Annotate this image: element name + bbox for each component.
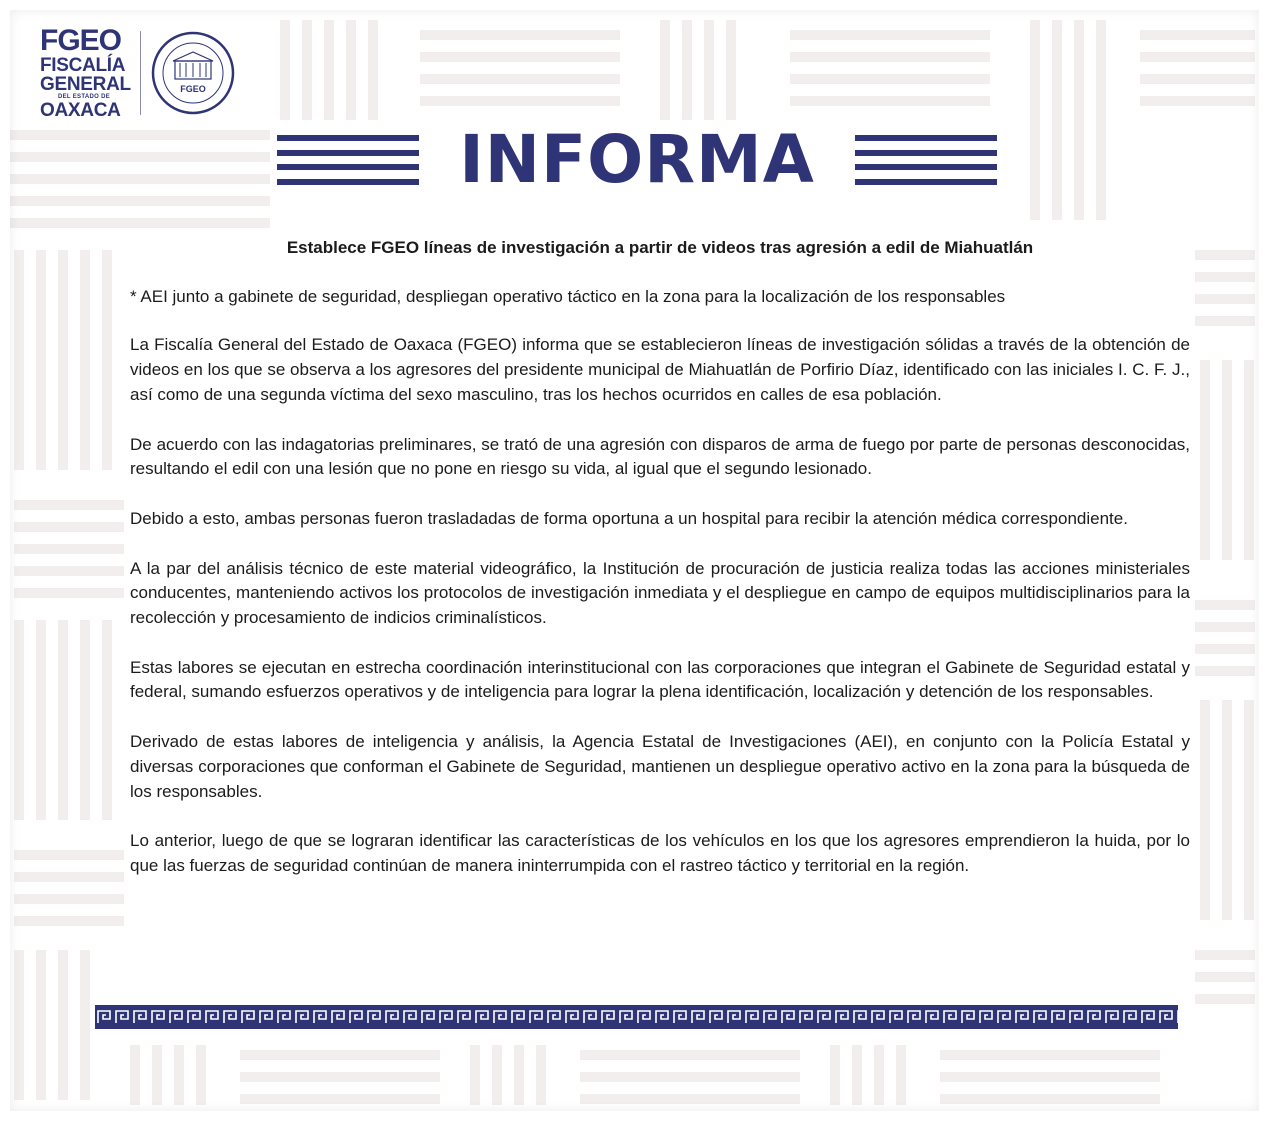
logo-divider bbox=[140, 31, 141, 115]
paragraph: A la par del análisis técnico de este material videográfico, la Institución de procuración de justicia realiza todas las acciones ministeriales conducentes, manteniendo activos los protocolos de investigación inmediata y el despliegue en campo de equipos multidisciplinarios para la recolección y procesamiento de indicios criminalísticos. bbox=[130, 558, 1190, 628]
fgeo-mark bbox=[40, 26, 128, 56]
paragraph: Estas labores se ejecutan en estrecha coordinación interinstitucional con las corporaciones que integran el Gabinete de Seguridad estatal y federal, sumando esfuerzos operativos y de inteligencia para lograr la plena identificación, localización y detención de los responsables. bbox=[130, 657, 1190, 702]
paragraph: Debido a esto, ambas personas fueron trasladadas de forma oportuna a un hospital para recibir la atención médica correspondiente. bbox=[130, 508, 1128, 528]
logo-line-general: GENERAL bbox=[40, 74, 131, 95]
banner-stripes-left bbox=[277, 135, 419, 185]
greca-border bbox=[95, 1005, 1178, 1029]
banner-stripes-right bbox=[855, 135, 997, 185]
press-release-body bbox=[130, 236, 1190, 904]
subheadline-bullet: * AEI junto a gabinete de seguridad, despliegan operativo táctico en la zona para la localización de los responsables bbox=[130, 286, 1006, 306]
headline: Establece FGEO líneas de investigación a partir de videos tras agresión a edil de Miahuatlán bbox=[286, 238, 1034, 257]
paragraph: La Fiscalía General del Estado de Oaxaca (FGEO) informa que se establecieron líneas de investigación sólidas a través de la obtención de videos en los que se observa a los agresores del presidente municipal de Miahuatlán de Porfirio Díaz, identificado con las iniciales I. C. F. J., así como de una segunda víctima del sexo masculino, tras los hechos ocurridos en calles de esa población. bbox=[130, 335, 1190, 404]
paragraph: Derivado de estas labores de inteligencia y análisis, la Agencia Estatal de Investigaciones (AEI), en conjunto con la Policía Estatal y diversas corporaciones que conforman el Gabinete de Seguridad, mantienen un despliegue operativo activo en la zona para la búsqueda de los responsables. bbox=[130, 732, 1190, 801]
fgeo-seal-icon bbox=[151, 31, 235, 115]
fgeo-wordmark bbox=[40, 24, 131, 121]
fgeo-logo-block bbox=[40, 26, 235, 120]
logo-line-oaxaca: OAXACA bbox=[40, 100, 121, 121]
banner-title: INFORMA bbox=[459, 121, 815, 198]
logo-line-del-estado: DEL ESTADO DE bbox=[57, 94, 111, 100]
informa-banner bbox=[277, 121, 997, 198]
paragraph: Lo anterior, luego de que se lograran identificar las características de los vehículos en los que los agresores emprendieron la huida, por lo que las fuerzas de seguridad continúan de manera ininterrumpida con el rastreo táctico y territorial en la región. bbox=[130, 831, 1190, 875]
fgeo-mark-text: FGEO bbox=[40, 24, 122, 57]
paragraph: De acuerdo con las indagatorias preliminares, se trató de una agresión con disparos de arma de fuego por parte de personas desconocidas, resultando el edil con una lesión que no pone en riesgo su vida, al igual que el segundo lesionado. bbox=[130, 434, 1190, 479]
svg-text:FGEO: FGEO bbox=[180, 84, 206, 94]
logo-line-fiscalia: FISCALÍA bbox=[40, 55, 126, 76]
